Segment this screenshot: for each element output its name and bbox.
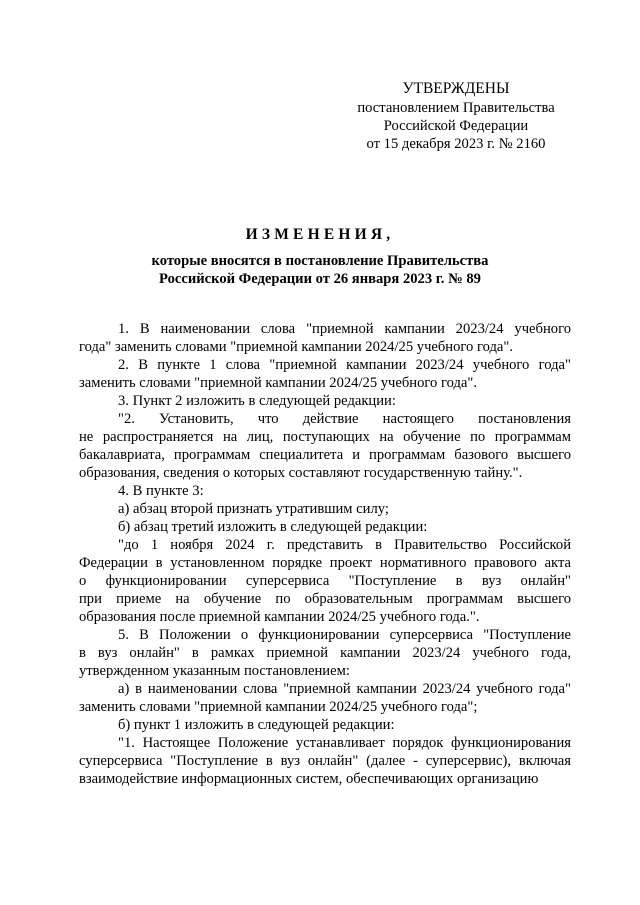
paragraph-line: образования, сведения о которых составляют государственную тайну.". — [79, 465, 523, 481]
paragraph-line: утвержденном указанным постановлением: — [79, 663, 350, 679]
paragraph-line: 2. В пункте 1 слова "приемной кампании 2023/24 учебного года" — [118, 357, 571, 373]
paragraph-line: "до 1 ноября 2024 г. представить в Правительство Российской — [118, 537, 571, 553]
paragraph-line: б) пункт 1 изложить в следующей редакции: — [118, 717, 395, 733]
approval-stamp — [340, 80, 572, 153]
paragraph-line: образования после приемной кампании 2024/25 учебного года.". — [79, 609, 480, 625]
paragraph-line: б) абзац третий изложить в следующей редакции: — [118, 519, 428, 535]
paragraph-line: в вуз онлайн" в рамках приемной кампании 2023/24 учебного года, — [79, 645, 571, 661]
paragraph-line: года" заменить словами "приемной кампании 2024/25 учебного года". — [79, 339, 513, 355]
approval-line-2: Российской Федерации — [383, 118, 529, 134]
subtitle-line-1: которые вносятся в постановление Правительства — [151, 253, 489, 269]
document-title: ИЗМЕНЕНИЯ, — [245, 226, 395, 243]
paragraph-line: 1. В наименовании слова "приемной кампании 2023/24 учебного — [118, 321, 571, 337]
approval-line-1: постановлением Правительства — [357, 100, 555, 116]
paragraph-line: Федерации в установленном порядке проект нормативного правового акта — [79, 555, 571, 571]
document-body — [79, 320, 571, 788]
paragraph — [79, 356, 571, 392]
paragraph-line: 4. В пункте 3: — [118, 483, 204, 499]
paragraph — [79, 320, 571, 356]
subtitle-line-2: Российской Федерации от 26 января 2023 г. № 89 — [159, 271, 481, 287]
approval-line-3: от 15 декабря 2023 г. № 2160 — [366, 136, 546, 152]
paragraph-line: бакалавриата, программам специалитета и программам базового высшего — [79, 447, 571, 463]
paragraph — [79, 410, 571, 482]
paragraph-line: суперсервиса "Поступление в вуз онлайн" (далее - суперсервис), включая — [79, 753, 571, 769]
paragraph-line: 3. Пункт 2 изложить в следующей редакции: — [118, 393, 396, 409]
paragraph-line: не распространяется на лиц, поступающих на обучение по программам — [79, 429, 571, 445]
paragraph-line: а) абзац второй признать утратившим силу; — [118, 501, 389, 517]
paragraph — [79, 482, 571, 500]
paragraph-line: заменить словами "приемной кампании 2024/25 учебного года". — [79, 375, 477, 391]
paragraph — [79, 716, 571, 734]
paragraph — [79, 518, 571, 536]
paragraph — [79, 500, 571, 518]
paragraph-line: 5. В Положении о функционировании суперсервиса "Поступление — [118, 627, 571, 643]
paragraph — [79, 626, 571, 680]
approval-heading: УТВЕРЖДЕНЫ — [402, 80, 510, 97]
paragraph-line: а) в наименовании слова "приемной кампании 2023/24 учебного года" — [118, 681, 571, 697]
paragraph-line: заменить словами "приемной кампании 2024/25 учебного года"; — [79, 699, 478, 715]
paragraph — [79, 392, 571, 410]
paragraph-line: взаимодействие информационных систем, обеспечивающих организацию — [79, 771, 539, 787]
document-subtitle — [0, 252, 640, 288]
paragraph-line: о функционировании суперсервиса "Поступление в вуз онлайн" — [79, 573, 571, 589]
paragraph-line: "1. Настоящее Положение устанавливает порядок функционирования — [118, 735, 571, 751]
paragraph — [79, 734, 571, 788]
paragraph — [79, 536, 571, 626]
paragraph — [79, 680, 571, 716]
paragraph-line: "2. Установить, что действие настоящего постановления — [118, 411, 571, 427]
paragraph-line: при приеме на обучение по образовательным программам высшего — [79, 591, 571, 607]
